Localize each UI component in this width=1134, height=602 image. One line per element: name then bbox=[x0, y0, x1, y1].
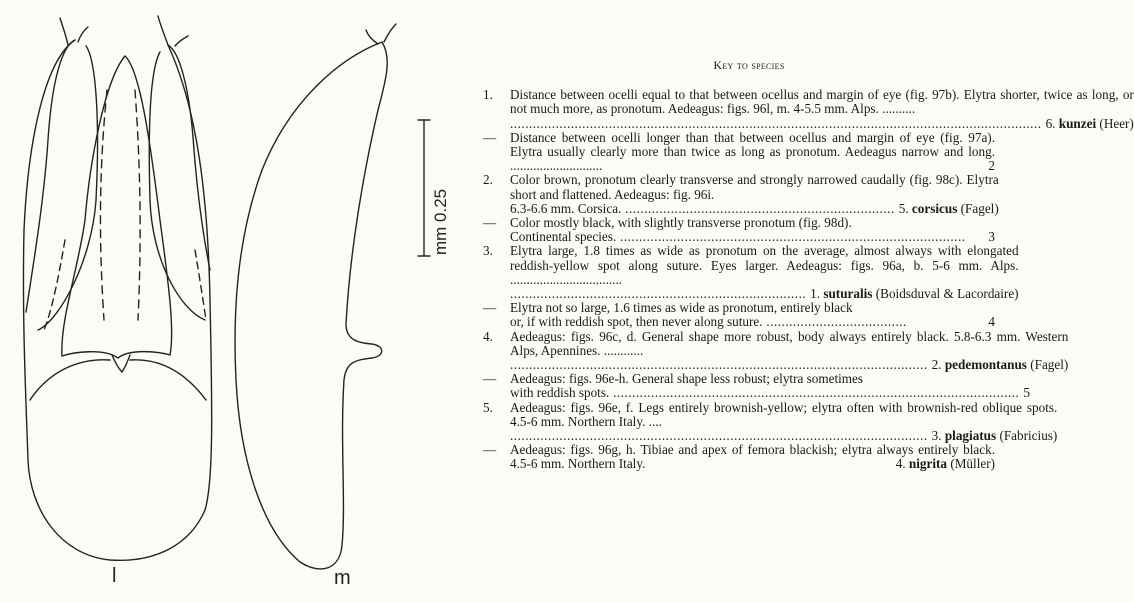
couplet-text: Distance between ocelli equal to that between ocellus and margin of eye (fig. 97b). Elytra shorter, twice as long, or not much more, as pronotum. Aedeagus: figs. 96l, m. 4-5.5 mm. Alps. .......... bbox=[510, 87, 1134, 117]
species-number: 6. bbox=[1045, 115, 1056, 131]
couplet-number: — bbox=[483, 129, 497, 145]
key-couplet-1: 1. Distance between ocelli equal to that between ocellus and margin of eye (fig. 97b). Elytra shorter, twice as long, or not much more, as pronotum. Aedeagus: figs. 96l, m. 4-5.5 mm. Alps. .......... ............................................................................................................................................ 6. kunzei (Heer) bbox=[483, 87, 1134, 131]
species-name: plagiatus bbox=[944, 428, 997, 444]
couplet-text: Aedeagus: figs. 96c, d. General shape more robust, body always entirely black. 5.8-6.3 mm. Western Alps, Apennines. ............ bbox=[510, 328, 1069, 358]
key-couplet-3b: — Elytra not so large, 1.6 times as wide as pronotum, entirely black or, if with reddish spot, then never along suture. ..................................... 4 bbox=[483, 300, 995, 330]
key-couplet-2b: — Color mostly black, with slightly transverse pronotum (fig. 98d). Continental species. ........................................................................................... 3 bbox=[483, 215, 995, 245]
couplet-text: Continental species. bbox=[510, 229, 617, 245]
couplet-text: with reddish spots. bbox=[510, 385, 610, 401]
species-name: suturalis bbox=[823, 286, 873, 302]
key-couplet-2: 2. Color brown, pronotum clearly transverse and strongly narrowed caudally (fig. 98c). Elytra short and flattened. Aedeagus: fig. 96i. 6.3-6.6 mm. Corsica. ....................................................................... 5. corsicus (Fagel) bbox=[483, 172, 999, 216]
couplet-number: — bbox=[483, 300, 497, 316]
key-couplet-4b: — Aedeagus: figs. 96e-h. General shape less robust; elytra sometimes with reddish spots. ........................................................................................................... 5 bbox=[483, 371, 1030, 401]
species-number: 5. bbox=[898, 200, 909, 216]
species-author: (Heer) bbox=[1099, 115, 1134, 131]
couplet-text: or, if with reddish spot, then never along suture. bbox=[510, 314, 763, 330]
couplet-text: Aedeagus: figs. 96g, h. Tibiae and apex of femora blackish; elytra always entirely black. 4.5-6 mm. Northern Italy. bbox=[510, 442, 995, 472]
couplet-text: Aedeagus: figs. 96e, f. Legs entirely brownish-yellow; elytra often with brownish-red oblique spots. 4.5-6 mm. Northern Italy. .... bbox=[510, 399, 1058, 429]
key-couplet-5: 5. Aedeagus: figs. 96e, f. Legs entirely brownish-yellow; elytra often with brownish-red oblique spots. 4.5-6 mm. Northern Italy. .... .............................................................................................................. 3. plagiatus (Fabricius) bbox=[483, 399, 1058, 444]
figure-label-l: l bbox=[112, 565, 117, 587]
couplet-text: Color mostly black, with slightly transverse pronotum (fig. 98d). bbox=[510, 215, 852, 231]
aedeagus-figure bbox=[0, 0, 470, 602]
couplet-number: 3. bbox=[483, 243, 493, 259]
species-author: (Fagel) bbox=[960, 200, 999, 216]
couplet-lead: 5 bbox=[1023, 385, 1030, 401]
couplet-number: — bbox=[483, 442, 497, 458]
species-number: 3. bbox=[931, 428, 942, 444]
aedeagus-lateral-drawing bbox=[235, 24, 396, 569]
couplet-text: Distance between ocelli longer than that between ocellus and margin of eye (fig. 97a). Elytra usually clearly more than twice as long as pronotum. Aedeagus narrow and long. bbox=[510, 129, 995, 160]
species-number: 4. bbox=[895, 456, 906, 472]
species-number: 2. bbox=[931, 357, 942, 373]
couplet-lead: 2 bbox=[988, 158, 995, 174]
species-name: pedemontanus bbox=[944, 357, 1027, 373]
couplet-number: — bbox=[483, 371, 497, 387]
species-name: nigrita bbox=[908, 456, 948, 472]
key-couplet-5b bbox=[483, 443, 995, 471]
key-couplet-1b: — Distance between ocelli longer than that between ocellus and margin of eye (fig. 97a). Elytra usually clearly more than twice as long as pronotum. Aedeagus narrow and long. ............................ 2 bbox=[483, 129, 995, 174]
aedeagus-ventral-drawing bbox=[23, 16, 211, 560]
scale-label: mm 0.25 bbox=[431, 188, 450, 255]
species-number: 1. bbox=[810, 286, 821, 302]
couplet-lead: 3 bbox=[988, 229, 995, 245]
scale-bar bbox=[418, 120, 430, 256]
couplet-number: 5. bbox=[483, 399, 493, 415]
couplet-lead: 4 bbox=[988, 314, 995, 330]
species-key bbox=[483, 58, 1134, 472]
figure-label-m: m bbox=[334, 567, 351, 589]
species-name: corsicus bbox=[911, 200, 958, 216]
species-author: (Boidsduval & Lacordaire) bbox=[875, 286, 1019, 302]
couplet-number: 1. bbox=[483, 87, 493, 103]
species-name: kunzei bbox=[1058, 115, 1097, 131]
couplet-text: Color brown, pronotum clearly transverse and strongly narrowed caudally (fig. 98c). Elytra short and flattened. Aedeagus: fig. 96i. bbox=[510, 172, 999, 202]
couplet-text: 6.3-6.6 mm. Corsica. bbox=[510, 200, 622, 216]
species-author: (Fagel) bbox=[1030, 357, 1069, 373]
couplet-text: Aedeagus: figs. 96e-h. General shape less robust; elytra sometimes bbox=[510, 371, 864, 387]
couplet-number: — bbox=[483, 215, 497, 231]
couplet-number: 4. bbox=[483, 328, 493, 344]
couplet-text: Elytra large, 1.8 times as wide as pronotum on the average, almost always with elongated reddish-yellow spot along suture. Eyes larger. Aedeagus: figs. 96a, b. 5-6 mm. Alps. .................................. bbox=[510, 243, 1019, 287]
key-couplet-4: 4. Aedeagus: figs. 96c, d. General shape more robust, body always entirely black. 5.8-6.3 mm. Western Alps, Apennines. ............ .............................................................................................................. 2. pedemontanus (Fagel) bbox=[483, 328, 1069, 373]
species-author: (Fabricius) bbox=[999, 428, 1058, 444]
species-author: (Müller) bbox=[950, 456, 995, 472]
couplet-number: 2. bbox=[483, 172, 493, 188]
key-couplet-3: 3. Elytra large, 1.8 times as wide as pronotum on the average, almost always with elongated reddish-yellow spot along suture. Eyes larger. Aedeagus: figs. 96a, b. 5-6 mm. Alps. .................................. .............................................................................. 1. suturalis (Boidsduval & Lacordaire) bbox=[483, 243, 1019, 302]
couplet-text: Elytra not so large, 1.6 times as wide as pronotum, entirely black bbox=[510, 300, 853, 316]
key-title: Key to species bbox=[713, 58, 785, 72]
